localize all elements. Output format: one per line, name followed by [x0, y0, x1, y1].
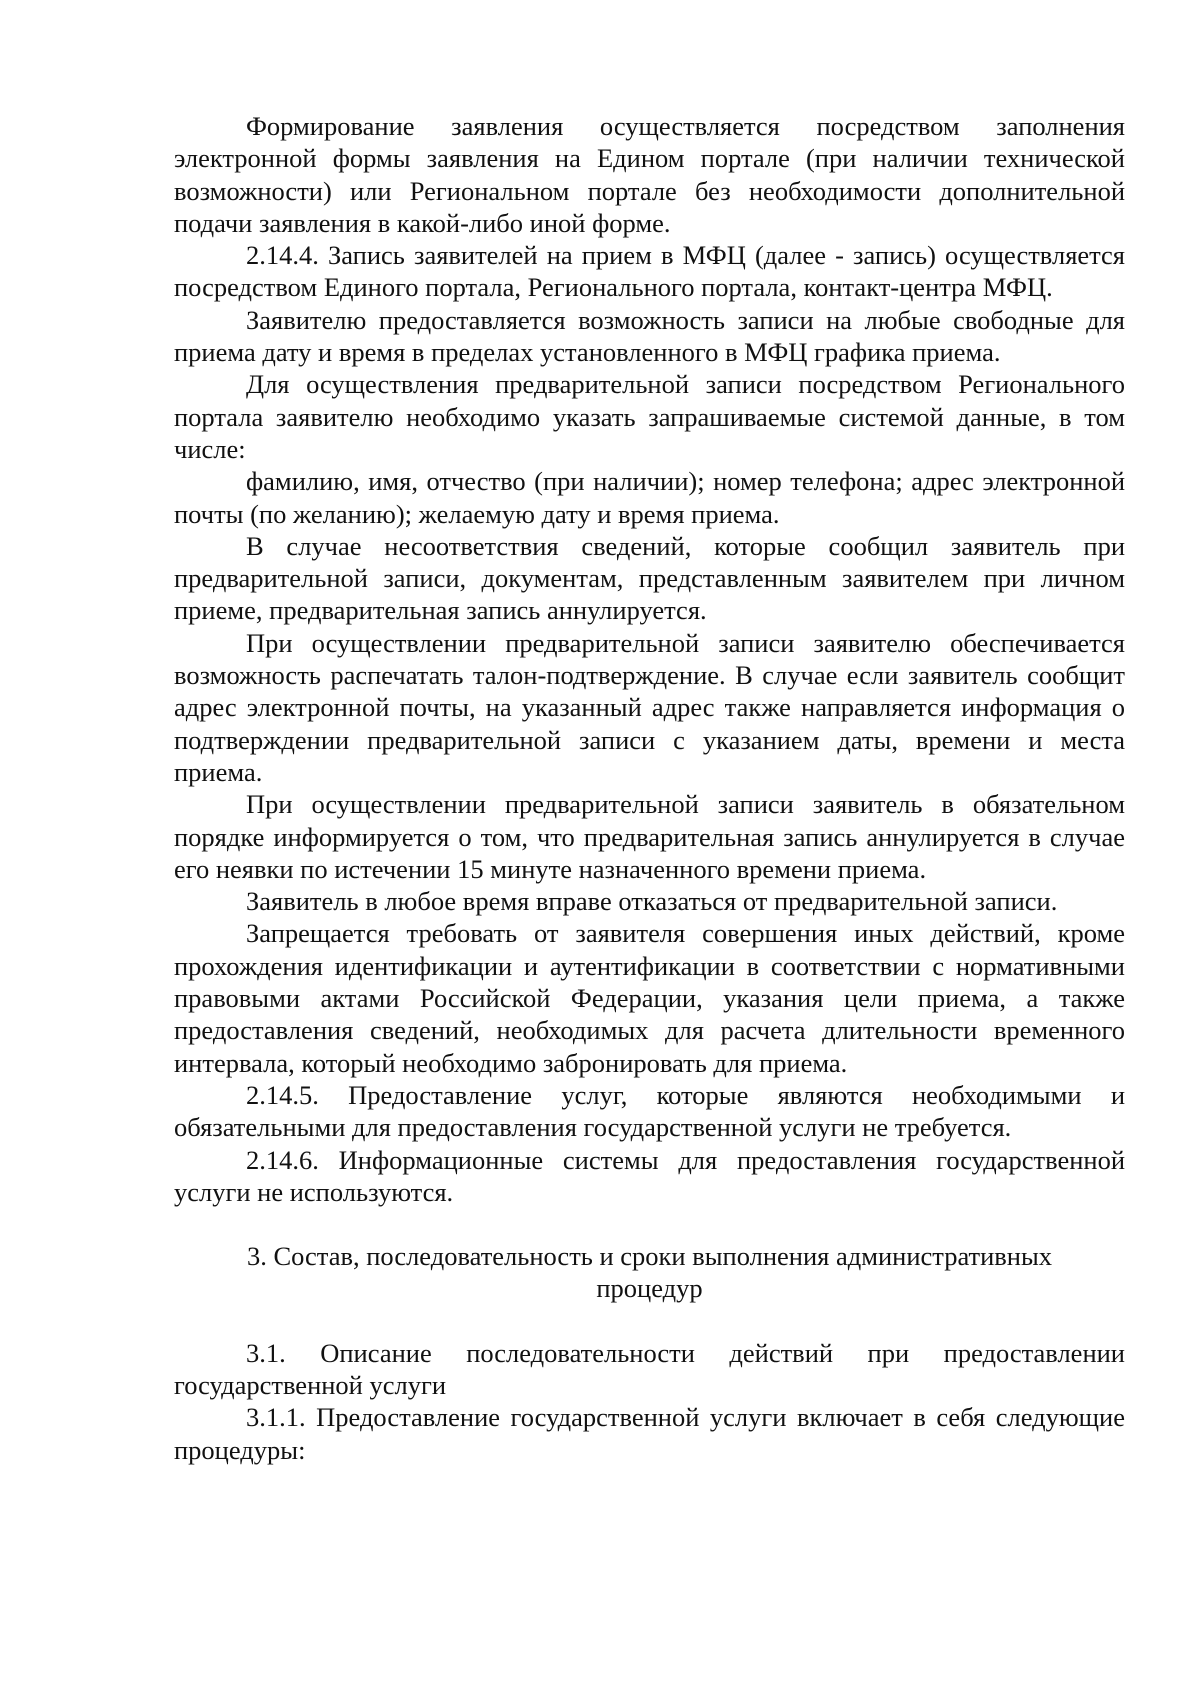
paragraph-required-fields: фамилию, имя, отчество (при наличии); номер телефона; адрес электронной почты (по желанию); желаемую дату и время приема.: [174, 466, 1125, 529]
paragraph-appointment-availability: Заявителю предоставляется возможность записи на любые свободные для приема дату и время в пределах установленного в МФЦ графика приема.: [174, 304, 1125, 368]
paragraph-2-14-4: 2.14.4. Запись заявителей на прием в МФЦ (далее - запись) осуществляется посредством Единого портала, Регионального портала, контакт-центра МФЦ.: [174, 240, 1125, 303]
paragraph-regional-portal-data: Для осуществления предварительной записи посредством Регионального портала заявителю необходимо указать запрашиваемые системой данные, в том числе:: [174, 369, 1125, 464]
paragraph-right-to-cancel: Заявитель в любое время вправе отказаться от предварительной записи.: [246, 886, 1058, 917]
section-heading-line-1: 3. Состав, последовательность и сроки выполнения административных: [246, 1241, 1053, 1272]
paragraph-2-14-6: 2.14.6. Информационные системы для предоставления государственной услуги не используются.: [174, 1144, 1125, 1207]
section-heading: [174, 1240, 1125, 1305]
paragraph-3-1-1: 3.1.1. Предоставление государственной услуги включает в себя следующие процедуры:: [174, 1402, 1125, 1465]
paragraph-2-14-5: 2.14.5. Предоставление услуг, которые являются необходимыми и обязательными для предоставления государственной услуги не требуется.: [174, 1079, 1125, 1143]
paragraph-mismatch-cancellation: В случае несоответствия сведений, которые сообщил заявитель при предварительной записи, документам, представленным заявителем при личном приеме, предварительная запись аннулируется.: [174, 530, 1125, 626]
paragraph-confirmation-ticket: При осуществлении предварительной записи заявителю обеспечивается возможность распечатать талон-подтверждение. В случае если заявитель сообщит адрес электронной почты, на указанный адрес также направляется информация о подтверждении предварительной записи с указанием даты, времени и места приема.: [174, 627, 1125, 787]
paragraph-prohibited-requirements: Запрещается требовать от заявителя совершения иных действий, кроме прохождения идентификации и аутентификации в соответствии с нормативными правовыми актами Российской Федерации, указания цели приема, а также предоставления сведений, необходимых для расчета длительности временного интервала, который необходимо забронировать для приема.: [174, 918, 1125, 1078]
document-page: [174, 110, 1125, 1466]
paragraph-no-show-rule: При осуществлении предварительной записи заявитель в обязательном порядке информируется о том, что предварительная запись аннулируется в случае его неявки по истечении 15 минуте назначенного времени приема.: [174, 789, 1125, 884]
section-heading-line-2: процедур: [596, 1273, 703, 1304]
paragraph-electronic-form: Формирование заявления осуществляется посредством заполнения электронной формы заявления на Едином портале (при наличии технической возможности) или Региональном портале без необходимости дополнительной подачи заявления в какой-либо иной форме.: [174, 111, 1125, 238]
paragraph-3-1: 3.1. Описание последовательности действий при предоставлении государственной услуги: [174, 1337, 1125, 1400]
